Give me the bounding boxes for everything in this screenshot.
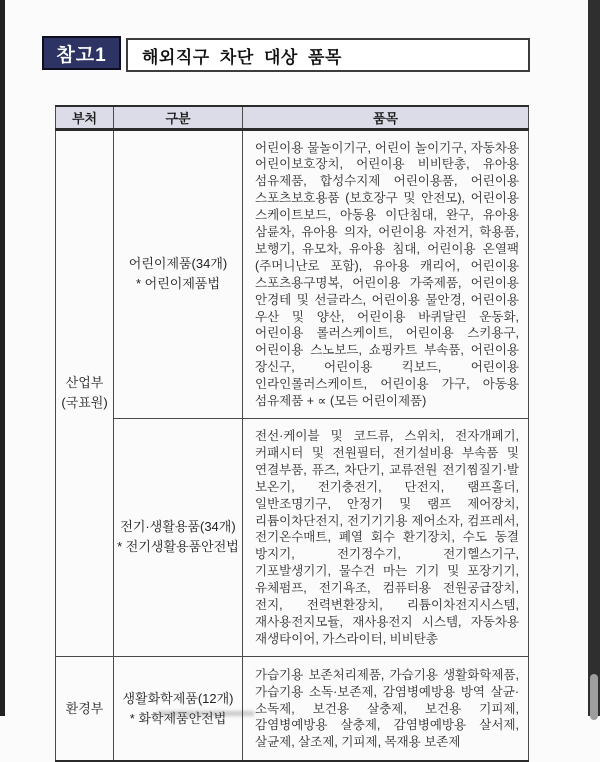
page-title: 해외직구 차단 대상 품목 (142, 47, 342, 67)
category-cell-electrical-goods (114, 419, 243, 657)
table-row (56, 419, 529, 657)
column-header-items: 품목 (243, 106, 529, 129)
scrollbar-thumb[interactable] (590, 674, 598, 720)
category-law: * 어린이제품법 (135, 276, 221, 292)
ministry-cell-environment (56, 656, 114, 761)
items-cell-chemical-products: 가습기용 보존처리제품, 가습기용 생활화학제품, 가습기용 소독·보존제, 감염병예방용 방역 살균·소독제, 보건용 살충제, 보건용 기피제, 감염병예방용 살충제, 감염병예방용 살서제, 살균제, 살조제, 기피제, 목재용 보존제 (243, 656, 529, 761)
ministry-name: 산업부 (65, 375, 104, 391)
ministry-subname: (국표원) (61, 395, 108, 411)
table-row (56, 129, 529, 419)
document-header (42, 36, 530, 72)
category-cell-chemical-products (114, 656, 243, 761)
blocked-items-table (55, 105, 529, 762)
reference-badge: 참고1 (42, 36, 121, 70)
column-header-category: 구분 (114, 106, 243, 129)
category-law: * 화학제품안전법 (129, 710, 227, 726)
column-header-ministry: 부처 (56, 106, 114, 129)
category-label: 생활화학제품(12개) (122, 690, 234, 706)
table-row (56, 656, 529, 761)
category-label: 전기·생활용품(34개) (120, 519, 236, 535)
ministry-name: 환경부 (65, 700, 104, 716)
category-cell-children-products (114, 129, 243, 419)
scrollbar-track[interactable] (588, 0, 600, 716)
table-header-row (56, 106, 529, 129)
items-cell-children-products: 어린이용 물놀이기구, 어린이 놀이기구, 자동차용 어린이보호장치, 어린이용 비비탄총, 유아용 섬유제품, 합성수지제 어린이용품, 어린이용 스포츠보호용품 (보호장구 및 안전모), 어린이용 스케이트보드, 아동용 이단침대, 완구, 유아용 삼륜차, 유아용 의자, 어린이용 자전거, 학용품, 보행기, 유모차, 유아용 침대, 어린이용 온열팩(주머니난로 포함), 유아용 캐리어, 어린이용 스포츠용구명복, 어린이용 가죽제품, 어린이용 안경테 및 선글라스, 어린이용 물안경, 어린이용 우산 및 양산, 어린이용 바퀴달린 운동화, 어린이용 롤러스케이트, 어린이용 스키용구, 어린이용 스노보드, 쇼핑카트 부속품, 어린이용 장신구, 어린이용 킥보드, 어린이용 인라인롤러스케이트, 어린이용 가구, 아동용 섬유제품 + ∝ (모든 어린이제품) (243, 129, 529, 419)
ministry-cell-industry (56, 129, 114, 656)
category-law: * 전기생활용품안전법 (117, 539, 239, 555)
cutoff-text-hint (158, 711, 254, 716)
items-cell-electrical-goods: 전선·케이블 및 코드류, 스위치, 전자개폐기, 커패시터 및 전원필터, 전기설비용 부속품 및 연결부품, 퓨즈, 차단기, 교류전원 전기찜질기·발 보온기, 전기충전기, 단전지, 램프홀더, 일반조명기구, 안정기 및 램프 제어장치, 리튬이차단전지, 전기기기용 제어소자, 컴프레서, 전기온수매트, 폐열 회수 환기장치, 수도 동결 방지기, 전기정수기, 전기헬스기구, 기포발생기기, 물수건 마는 기기 및 포장기기, 유체펌프, 전기욕조, 컴퓨터용 전원공급장치, 전지, 전력변환장치, 리튬이차전지시스템, 재사용전지모듈, 재사용전지 시스템, 자동차용 재생타이어, 가스라이터, 비비탄총 (243, 419, 529, 657)
category-label: 어린이제품(34개) (128, 256, 228, 272)
viewer-left-edge (0, 0, 5, 716)
page-title-box (126, 38, 530, 72)
